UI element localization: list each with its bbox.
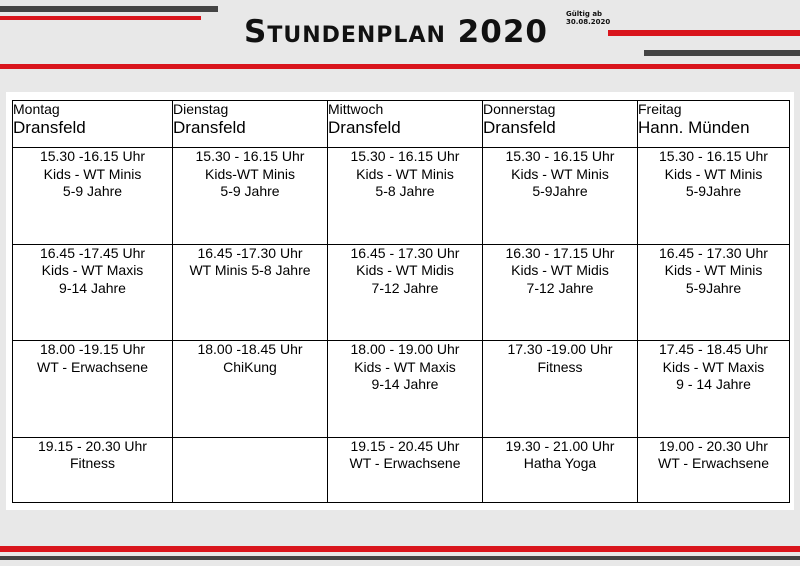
schedule-row: [13, 437, 790, 502]
footer-rule-red: [0, 546, 800, 552]
session-class: Kids - WT Minis: [664, 165, 763, 182]
day-name: Donnerstag: [483, 101, 556, 117]
session-time: 18.00 -19.15 Uhr: [39, 341, 146, 358]
day-header-tuesday: [173, 101, 328, 148]
day-name: Montag: [13, 101, 60, 117]
session-age: 7-12 Jahre: [526, 279, 594, 296]
schedule-cell: [13, 341, 173, 438]
session-class: Fitness: [537, 358, 583, 375]
valid-from-label: Gültig ab: [566, 10, 603, 18]
schedule-row: [13, 148, 790, 245]
session-time: 19.15 - 20.45 Uhr: [350, 437, 460, 454]
session-time: 16.45 - 17.30 Uhr: [350, 244, 460, 261]
session-age: 7-12 Jahre: [371, 279, 439, 296]
session-class: WT - Erwachsene: [349, 455, 461, 472]
session-class: Kids - WT Maxis: [354, 358, 456, 375]
day-header-friday: [638, 101, 790, 148]
page-title: Stundenplan 2020: [244, 14, 548, 50]
session-age: 5-9Jahre: [685, 279, 742, 296]
day-location: Dransfeld: [173, 118, 246, 137]
session-time: 19.00 - 20.30 Uhr: [659, 437, 768, 454]
schedule-cell: [638, 437, 790, 502]
session-time: 15.30 - 16.15 Uhr: [350, 148, 460, 164]
schedule-cell: [638, 244, 790, 341]
session-age: 5-9Jahre: [532, 183, 588, 199]
session-age: 9-14 Jahre: [371, 376, 439, 393]
session-age: 5-8 Jahre: [375, 183, 435, 199]
session-class: ChiKung: [223, 358, 277, 375]
day-header-wednesday: [328, 101, 483, 148]
schedule-cell: [13, 437, 173, 502]
schedule-cell: [13, 148, 173, 245]
session-age: 9-14 Jahre: [59, 279, 126, 296]
schedule-cell: [483, 341, 638, 438]
header-stripe-dark-right: [644, 50, 800, 56]
valid-from-date: 30.08.2020: [566, 18, 611, 26]
session-class: Kids - WT Maxis: [662, 358, 765, 375]
session-class: Kids - WT Midis: [356, 262, 454, 279]
session-time: 16.30 - 17.15 Uhr: [505, 244, 615, 261]
session-time: 17.45 - 18.45 Uhr: [659, 341, 768, 358]
session-age: 5-9 Jahre: [62, 183, 123, 199]
schedule-cell: [483, 148, 638, 245]
schedule-cell: [483, 437, 638, 502]
session-class: Kids - WT Maxis: [41, 262, 144, 279]
session-time: 16.45 -17.45 Uhr: [39, 244, 146, 261]
day-name: Mittwoch: [328, 101, 384, 117]
session-age: 5-9Jahre: [685, 183, 742, 199]
session-age: 5-9 Jahre: [220, 183, 280, 199]
schedule-table: [12, 100, 790, 503]
session-time: 15.30 -16.15 Uhr: [39, 148, 146, 164]
header-stripe-red-top: [0, 16, 201, 20]
schedule-cell: [638, 341, 790, 438]
session-class: Kids-WT Minis: [205, 165, 295, 182]
session-class: WT - Erwachsene: [658, 455, 769, 472]
session-time: 18.00 -18.45 Uhr: [197, 341, 303, 358]
day-name: Dienstag: [173, 101, 229, 117]
session-time: 16.45 -17.30 Uhr: [197, 244, 303, 261]
session-class: Kids - WT Minis: [356, 165, 454, 182]
header-stripe-red-right: [608, 30, 800, 36]
session-time: 17.30 -19.00 Uhr: [507, 341, 613, 358]
session-class: Kids - WT Minis: [511, 165, 609, 182]
day-location: Hann. Münden: [638, 118, 750, 137]
session-time: 15.30 - 16.15 Uhr: [659, 148, 768, 164]
day-location: Dransfeld: [13, 118, 86, 137]
schedule-sheet: [6, 92, 794, 510]
session-age: 9 - 14 Jahre: [676, 376, 751, 393]
session-time: 19.15 - 20.30 Uhr: [38, 437, 147, 454]
session-time: 16.45 - 17.30 Uhr: [659, 244, 768, 261]
session-class: WT - Erwachsene: [37, 358, 148, 375]
session-class: Hatha Yoga: [523, 455, 597, 472]
schedule-cell: [328, 244, 483, 341]
schedule-cell: [173, 341, 328, 438]
session-class: Kids - WT Midis: [511, 262, 609, 279]
session-class: WT Minis 5-8 Jahre: [189, 262, 311, 279]
session-time: 18.00 - 19.00 Uhr: [350, 341, 460, 358]
header-stripe-dark-top: [0, 6, 218, 12]
day-location: Dransfeld: [483, 118, 556, 137]
footer-rule-dark: [0, 556, 800, 560]
schedule-row: [13, 341, 790, 438]
schedule-cell: [173, 244, 328, 341]
schedule-cell: [13, 244, 173, 341]
session-time: 15.30 - 16.15 Uhr: [195, 148, 305, 164]
day-header-row: [13, 101, 790, 148]
schedule-cell: [483, 244, 638, 341]
session-class: Kids - WT Minis: [664, 262, 763, 279]
schedule-cell: [328, 437, 483, 502]
schedule-cell: [638, 148, 790, 245]
schedule-cell: [328, 148, 483, 245]
header-rule-red: [0, 64, 800, 69]
session-time: 15.30 - 16.15 Uhr: [505, 148, 615, 164]
session-class: Fitness: [69, 455, 116, 472]
day-location: Dransfeld: [328, 118, 401, 137]
schedule-cell: [173, 437, 328, 502]
day-header-monday: [13, 101, 173, 148]
schedule-cell: [328, 341, 483, 438]
schedule-cell: [173, 148, 328, 245]
session-time: 19.30 - 21.00 Uhr: [505, 437, 615, 454]
day-name: Freitag: [638, 101, 682, 117]
schedule-row: [13, 244, 790, 341]
day-header-thursday: [483, 101, 638, 148]
valid-from-note: [566, 10, 610, 26]
session-class: Kids - WT Minis: [43, 165, 142, 182]
